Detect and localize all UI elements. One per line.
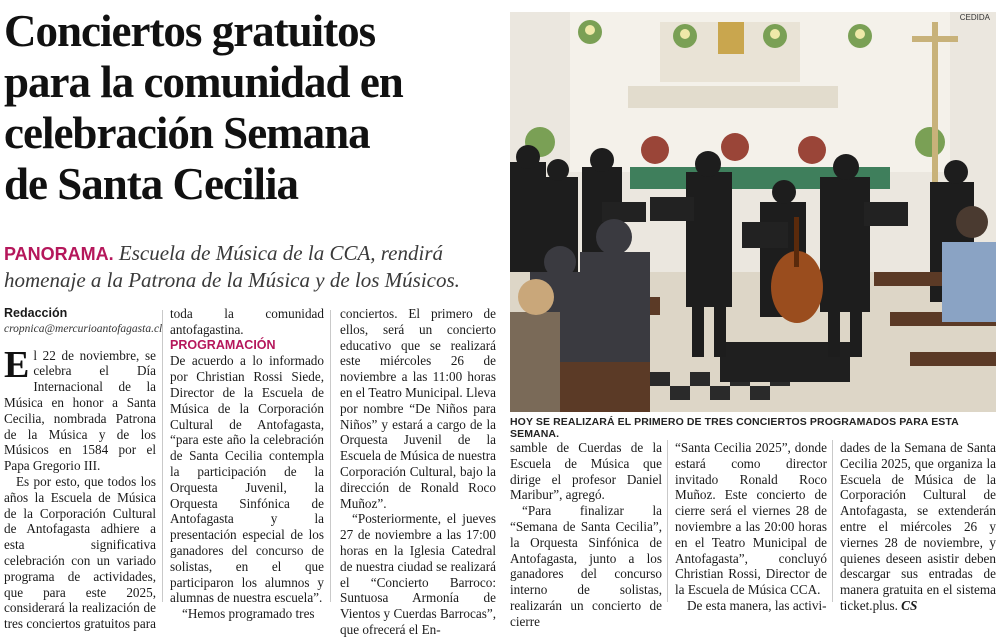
photo-caption: HOY SE REALIZARÁ EL PRIMERO DE TRES CONCIERTOS PROGRAMADOS PARA ESTA SEMANA. [510, 416, 959, 440]
column-divider [667, 440, 668, 602]
body-column-1 [4, 306, 163, 632]
paragraph: “Santa Cecilia 2025”, donde estará como director invitado Ronald Roco Muñoz. Este concierto de cierre será el viernes 28 de noviembre a las 20:00 horas en el Teatro Municipal de Antofagasta”, concluyó Christian Rossi, Director de la Escuela de Música CCA. [675, 440, 827, 598]
headline-line-2: para la comunidad en [4, 57, 403, 107]
drop-cap: E [4, 343, 30, 386]
headline [4, 6, 496, 210]
paragraph: Es por esto, que todos los años la Escuela de Música de la Corporación Cultural de Antofagasta adhiere a esta significativa celebración con un variado programa de actividades, que para este 2025, considerará la realización de tres conciertos gratuitos para [4, 473, 156, 632]
paragraph: samble de Cuerdas de la Escuela de Música que dirige el profesor Daniel Maribur”, agregó. [510, 440, 662, 503]
body-column-2 [170, 306, 324, 622]
headline-line-4: de Santa Cecilia [4, 159, 298, 209]
column-divider [162, 310, 163, 602]
paragraph: “Posteriormente, el jueves 27 de noviembre a las 17:00 horas en la Iglesia Catedral de nuestra ciudad se realizará el “Concierto Barroco: Suntuosa Armonía de Vientos y Cuerdas Barrocas”, que ofrecerá el En- [340, 511, 496, 637]
paragraph [840, 440, 996, 614]
paragraph-text: l 22 de noviembre, se celebra el Día Internacional de la Música en honor a Santa Cecilia, nombrada Patrona de la Música y de los Músicos en 1584 por el Papa Gregorio III. [4, 347, 156, 474]
paragraph: “Hemos programado tres [182, 606, 315, 622]
body-column-4 [510, 440, 662, 629]
paragraph: “Para finalizar la “Semana de Santa Cecilia”, la Orquesta Sinfónica de Antofagasta, junto a los ganadores del concurso interno de solistas, realizarán un concierto de cierre [510, 503, 662, 629]
column-divider [832, 440, 833, 602]
body-column-5 [675, 440, 827, 613]
section-subhead: PROGRAMACIÓN [170, 337, 276, 352]
dek [4, 240, 496, 293]
dek-kicker: PANORAMA. [4, 244, 114, 264]
church-orchestra-illustration [510, 12, 996, 412]
byline-author: Redacción [4, 306, 68, 320]
paragraph [4, 343, 156, 474]
paragraph: De acuerdo a lo informado por Christian Rossi Siede, Director de la Escuela de Música de la Corporación Cultural de Antofagasta, “para este año la celebración de Santa Cecilia contempla la participación de la Orquesta Juvenil, la Orquesta Sinfónica de Antofagasta y la presentación especial de los ganadores del concurso de solistas, en el que participaron los alumnos y alumnas de nuestra escuela”. [170, 353, 324, 606]
paragraph: toda la comunidad antofagastina. [170, 306, 324, 337]
concert-photo [510, 12, 996, 412]
paragraph: De esta manera, las activi- [687, 597, 827, 613]
dek-text: Escuela de Música de la CCA, rendirá homenaje a la Patrona de la Música y de los Músicos. [4, 241, 460, 292]
column-divider [330, 310, 331, 602]
headline-line-3: celebración Semana [4, 108, 370, 158]
end-mark: CS [901, 597, 918, 613]
photo-credit: CEDIDA [959, 13, 990, 22]
paragraph-text: dades de la Semana de Santa Cecilia 2025, que organiza la Escuela de Música de la Corporación Cultural de Antofagasta, se extenderán entre el miércoles 26 y viernes 28 de noviembre, y quienes deseen asistir deben descargar sus entradas de manera gratuita en el sistema ticket.plus. [840, 440, 996, 613]
body-column-3 [340, 306, 496, 637]
paragraph: conciertos. El primero de ellos, será un concierto educativo que se realizará este miércoles 26 de noviembre a las 11:00 horas en el Teatro Municipal. Lleva por nombre “De Niños para Niños” y estará a cargo de la Orquesta Juvenil de la Escuela de Música de nuestra Corporación Cultural, bajo la dirección de Ronald Roco Muñoz”. [340, 306, 496, 511]
headline-line-1: Conciertos gratuitos [4, 6, 376, 56]
byline-email: cropnica@mercurioantofagasta.cl [4, 322, 163, 335]
body-column-6 [840, 440, 996, 613]
